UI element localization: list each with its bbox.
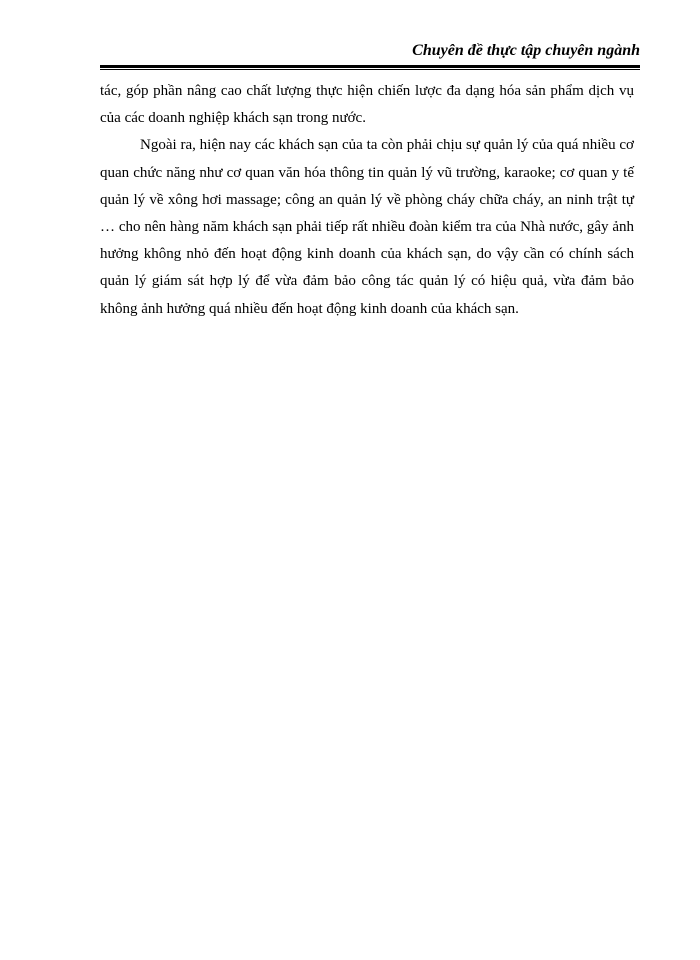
body-paragraph: Ngoài ra, hiện nay các khách sạn của ta còn phải chịu sự quản lý của quá nhiều cơ quan chức năng như cơ quan văn hóa thông tin quản lý vũ trường, karaoke; cơ quan y tế quản lý về xông hơi massage; công an quản lý về phòng cháy chữa cháy, an ninh trật tự … cho nên hàng năm khách sạn phải tiếp rất nhiều đoàn kiểm tra của Nhà nước, gây ảnh hưởng không nhỏ đến hoạt động kinh doanh của khách sạn, do vậy cần có chính sách quản lý giám sát hợp lý để vừa đảm bảo công tác quản lý có hiệu quả, vừa đảm bảo không ảnh hưởng quá nhiều đến hoạt động kinh doanh của khách sạn. [100,137,634,317]
body-paragraph: tác, góp phần nâng cao chất lượng thực hiện chiến lược đa dạng hóa sản phẩm dịch vụ của các doanh nghiệp khách sạn trong nước. [100,83,634,127]
page-header [100,40,640,64]
header-title: Chuyên đề thực tập chuyên ngành [412,42,640,59]
header-divider [100,65,640,70]
document-body [100,78,634,323]
